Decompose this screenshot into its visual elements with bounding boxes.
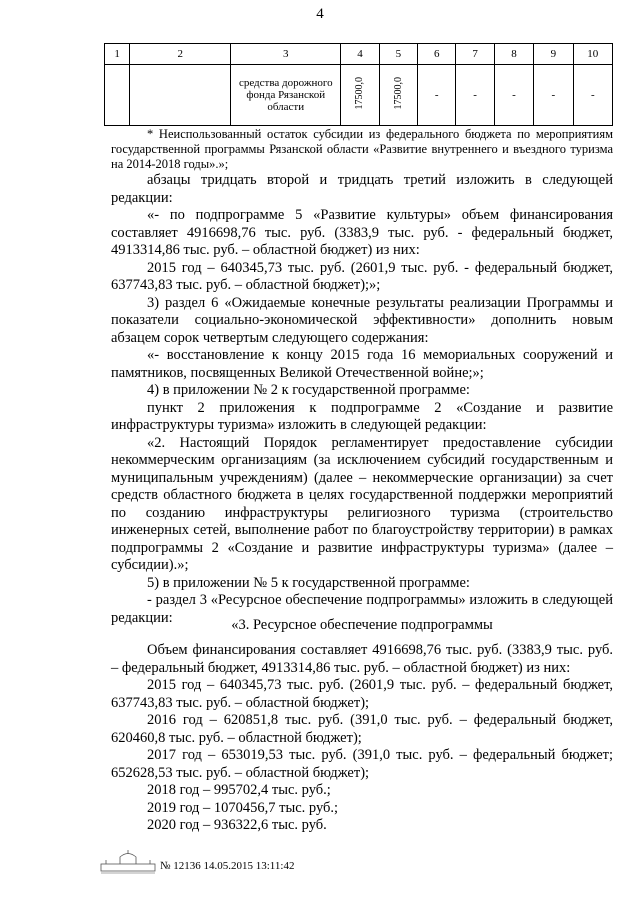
paragraph: 2019 год – 1070456,7 тыс. руб.; [147,799,339,816]
budget-table [104,43,613,126]
table-header-cell: 4 [341,44,379,65]
table-header-cell: 9 [534,44,573,65]
table-cell-dash: - [494,65,533,126]
paragraph: 2018 год – 995702,4 тыс. руб.; [147,782,331,798]
table-row [105,65,613,126]
table-cell-dash: - [418,65,456,126]
paragraph: - раздел 3 «Ресурсное обеспечение подпрограммы» изложить в следующей редакции: [111,592,613,626]
table-header-cell: 7 [456,44,494,65]
table-cell-empty [130,65,231,126]
paragraph: 4) в приложении № 2 к государственной программе: [147,382,470,398]
table-header-row [105,44,613,65]
funding-source-cell: средства дорожного фонда Рязанской области [231,65,341,126]
section-heading: «3. Ресурсное обеспечение подпрограммы [231,617,493,633]
paragraph: 2017 год – 653019,53 тыс. руб. (391,0 тыс. руб. – федеральный бюджет; 652628,53 тыс. руб. – областной бюджет); [111,747,613,781]
document-body [111,127,613,627]
paragraph: 2015 год – 640345,73 тыс. руб. (2601,9 тыс. руб. – федеральный бюджет, 637743,83 тыс. руб. – областной бюджет); [111,677,613,711]
table-cell-col4 [341,65,379,126]
paragraph: «- по подпрограмме 5 «Развитие культуры» объем финансирования составляет 4916698,76 тыс. руб. (3383,9 тыс. руб. - федеральный бюджет, 4913314,86 тыс. руб. – областной бюджет) из них: [111,207,613,258]
government-logo [100,848,156,878]
table-cell-dash: - [456,65,494,126]
paragraph: 5) в приложении № 5 к государственной программе: [147,574,470,591]
section-body [111,642,613,835]
paragraph: абзацы тридцать второй и тридцать третий изложить в следующей редакции: [111,172,613,206]
paragraph: пункт 2 приложения к подпрограмме 2 «Создание и развитие инфраструктуры туризма» изложить в следующей редакции: [111,399,613,433]
table-cell-col5 [379,65,417,126]
table-header-cell: 2 [130,44,231,65]
registration-stamp: № 12136 14.05.2015 13:11:42 [160,860,295,872]
table-header-cell: 8 [494,44,533,65]
table-header-cell: 10 [573,44,612,65]
paragraph: 2016 год – 620851,8 тыс. руб. (391,0 тыс. руб. – федеральный бюджет, 620460,8 тыс. руб. – областной бюджет); [111,712,613,746]
paragraph: Объем финансирования составляет 4916698,76 тыс. руб. (3383,9 тыс. руб. – федеральный бюджет, 4913314,86 тыс. руб. – областной бюджет) из них: [111,642,613,676]
table-header-cell: 1 [105,44,130,65]
paragraph: 2015 год – 640345,73 тыс. руб. (2601,9 тыс. руб. - федеральный бюджет, 637743,83 тыс. руб. – областной бюджет);»; [111,259,613,293]
table-cell-dash: - [534,65,573,126]
page-number: 4 [316,6,324,22]
paragraph: «2. Настоящий Порядок регламентирует предоставление субсидии некоммерческим организациям (за исключением субсидий государственным и муниципальным учреждениям) (далее – некоммерческие организации) за счет средств областного бюджета в целях государственной поддержки мероприятий по созданию инфраструктуры религиозного туризма (строительство инженерных сетей, выполнение работ по благоустройству территории) в рамках подпрограммы 2 «Создание и развитие инфраструктуры туризма» (далее – субсидии).»; [111,434,613,573]
footnote: * Неиспользованный остаток субсидии из федерального бюджета по мероприятиям государственной программы Рязанской области «Развитие внутреннего и въездного туризма на 2014-2018 годы».»; [111,127,613,171]
amount-col5: 17500,0 [392,77,404,110]
paragraph: 2020 год – 936322,6 тыс. руб. [147,817,327,833]
table-cell-dash: - [573,65,612,126]
table-header-cell: 3 [231,44,341,65]
table-header-cell: 6 [418,44,456,65]
table-cell-empty [105,65,130,126]
paragraph: 3) раздел 6 «Ожидаемые конечные результаты реализации Программы и показатели социально-экономической эффективности» дополнить новым абзацем сорок четвертым следующего содержания: [111,294,613,346]
paragraph: «- восстановление к концу 2015 года 16 мемориальных сооружений и памятников, посвященных Великой Отечественной войне;»; [111,347,613,381]
table-header-cell: 5 [379,44,417,65]
amount-col4: 17500,0 [354,77,366,110]
